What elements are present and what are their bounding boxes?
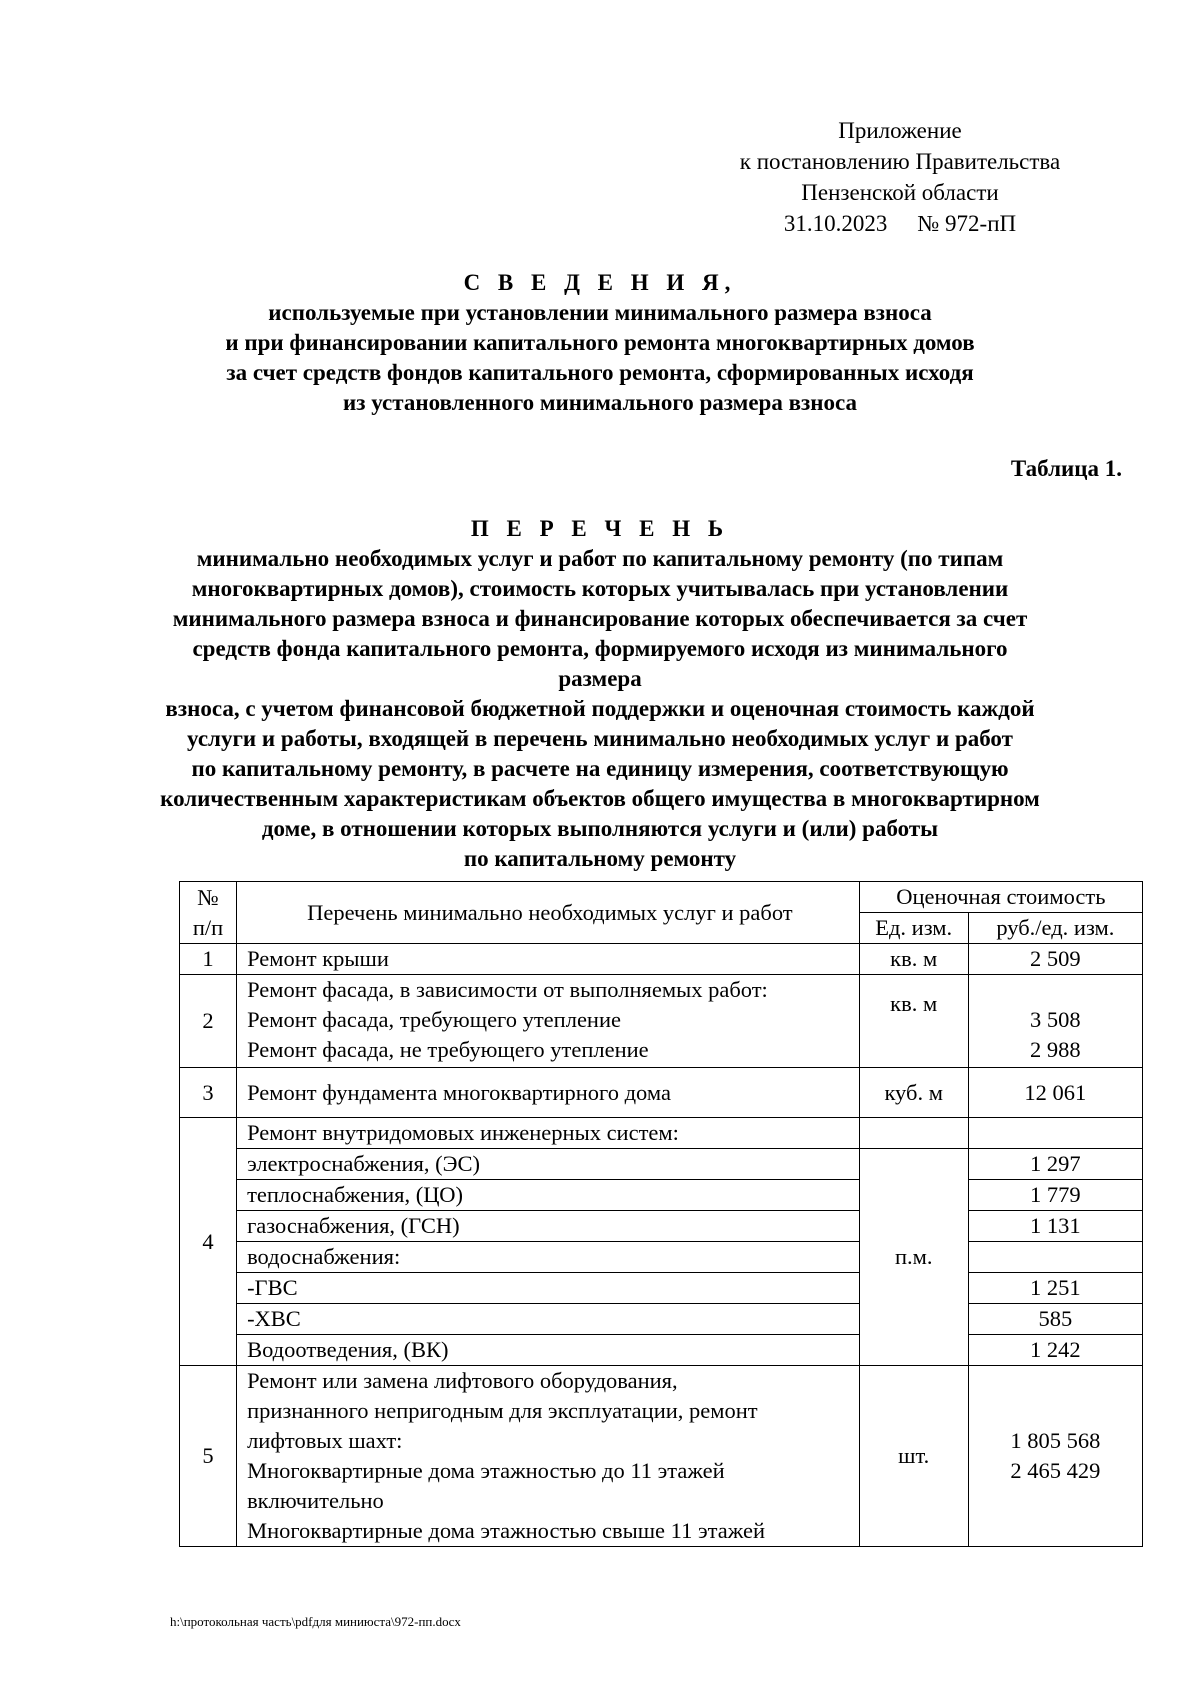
row4-work-title: Ремонт внутридомовых инженерных систем: — [237, 1118, 860, 1149]
row5-work — [237, 1366, 860, 1547]
row4-num: 4 — [180, 1118, 237, 1366]
table-row — [180, 1304, 1143, 1335]
row5-num: 5 — [180, 1366, 237, 1547]
row5-work-line: признанного непригодным для эксплуатации, ремонт — [247, 1398, 758, 1423]
perechen-line: по капитальному ремонту, в расчете на единицу измерения, соответствующую — [191, 756, 1009, 781]
row4-unit: п.м. — [859, 1149, 968, 1366]
row3-cost: 12 061 — [968, 1068, 1142, 1118]
appendix-line-2: к постановлению Правительства — [739, 149, 1061, 174]
table-row — [180, 1242, 1143, 1273]
row2-unit — [859, 975, 968, 1068]
perechen-line: многоквартирных домов), стоимость которых учитывалась при установлении — [191, 576, 1009, 601]
row5-work-line: Многоквартирные дома этажностью свыше 11 этажей — [247, 1518, 765, 1543]
perechen-line: взноса, с учетом финансовой бюджетной поддержки и оценочная стоимость каждой — [165, 696, 1035, 721]
header-num: № п/п — [180, 882, 237, 944]
row4-item-cost — [968, 1242, 1142, 1273]
row3-num: 3 — [180, 1068, 237, 1118]
row4-item-work: -ХВС — [237, 1304, 860, 1335]
perechen-line: минимального размера взноса и финансирование которых обеспечивается за счет — [172, 606, 1028, 631]
title-line-3: за счет средств фондов капитального ремонта, сформированных исходя — [226, 360, 974, 385]
row2-work-a: Ремонт фасада, требующего утепление — [247, 1007, 621, 1032]
table-label: Таблица 1. — [1010, 456, 1122, 481]
row3-work: Ремонт фундамента многоквартирного дома — [237, 1068, 860, 1118]
row2-work-b: Ремонт фасада, не требующего утепление — [247, 1037, 649, 1062]
row4-item-work: газоснабжения, (ГСН) — [237, 1211, 860, 1242]
row5-work-line: лифтовых шахт: — [247, 1428, 403, 1453]
header-cost: руб./ед. изм. — [968, 913, 1142, 944]
table-row — [180, 1118, 1143, 1149]
row4-item-cost: 1 242 — [968, 1335, 1142, 1366]
row4-item-cost: 1 251 — [968, 1273, 1142, 1304]
perechen-line: доме, в отношении которых выполняются услуги и (или) работы — [261, 816, 939, 841]
row5-work-line: Многоквартирные дома этажностью до 11 этажей — [247, 1458, 725, 1483]
table-row — [180, 1149, 1143, 1180]
perechen-heading: П Е Р Е Ч Е Н Ь — [470, 516, 730, 541]
header-work: Перечень минимально необходимых услуг и работ — [237, 882, 860, 944]
header-unit: Ед. изм. — [859, 913, 968, 944]
row5-work-line: включительно — [247, 1488, 384, 1513]
header-estimated-cost: Оценочная стоимость — [859, 882, 1142, 913]
footer-file-path: h:\протокольная часть\pdfдля миниюста\972-пп.docx — [170, 1614, 461, 1629]
row4-item-cost: 585 — [968, 1304, 1142, 1335]
appendix-date-line — [700, 208, 1100, 239]
title-line-1: используемые при установлении минимального размера взноса — [268, 300, 932, 325]
table-header-row — [180, 882, 1143, 913]
appendix-line-3: Пензенской области — [801, 180, 999, 205]
title-line-2: и при финансировании капитального ремонта многоквартирных домов — [225, 330, 975, 355]
perechen-line: минимально необходимых услуг и работ по капитальному ремонту (по типам — [196, 546, 1004, 571]
row2-num: 2 — [180, 975, 237, 1068]
row5-unit: шт. — [859, 1366, 968, 1547]
row2-cost — [968, 975, 1142, 1068]
row4-unit-empty — [859, 1118, 968, 1149]
row1-num: 1 — [180, 944, 237, 975]
row2-work-title: Ремонт фасада, в зависимости от выполняемых работ: — [247, 977, 768, 1002]
table-row — [180, 944, 1143, 975]
row2-cost-a: 3 508 — [1030, 1007, 1081, 1032]
row3-unit: куб. м — [859, 1068, 968, 1118]
row4-item-work: -ГВС — [237, 1273, 860, 1304]
appendix-line-1: Приложение — [838, 118, 962, 143]
table-row — [180, 1180, 1143, 1211]
row5-cost — [968, 1366, 1142, 1547]
row4-item-cost: 1 297 — [968, 1149, 1142, 1180]
row4-item-work: Водоотведения, (ВК) — [237, 1335, 860, 1366]
row4-item-work: водоснабжения: — [237, 1242, 860, 1273]
row1-work: Ремонт крыши — [237, 944, 860, 975]
appendix-date: 31.10.2023 — [783, 211, 888, 236]
row4-item-cost: 1 131 — [968, 1211, 1142, 1242]
appendix-block — [700, 115, 1100, 239]
row2-work — [237, 975, 860, 1068]
perechen-block — [150, 514, 1050, 874]
row2-cost-b: 2 988 — [1030, 1037, 1081, 1062]
row5-work-line: Ремонт или замена лифтового оборудования, — [247, 1368, 678, 1393]
perechen-line: средств фонда капитального ремонта, формируемого исходя из минимального размера — [192, 636, 1008, 691]
title-heading: С В Е Д Е Н И Я, — [463, 270, 737, 295]
row2-unit-text: кв. м — [890, 991, 938, 1016]
appendix-number: № 972-пП — [917, 211, 1017, 236]
row4-item-cost: 1 779 — [968, 1180, 1142, 1211]
table-row — [180, 1366, 1143, 1547]
table-row — [180, 1068, 1143, 1118]
table-row — [180, 1211, 1143, 1242]
row4-item-work: электроснабжения, (ЭС) — [237, 1149, 860, 1180]
table-row — [180, 975, 1143, 1068]
perechen-line: услуги и работы, входящей в перечень минимально необходимых услуг и работ — [187, 726, 1013, 751]
document-title — [150, 268, 1050, 418]
row5-cost-a: 1 805 568 — [1010, 1428, 1101, 1453]
table-row — [180, 1335, 1143, 1366]
table-row — [180, 1273, 1143, 1304]
perechen-line: по капитальному ремонту — [463, 846, 737, 871]
title-line-4: из установленного минимального размера взноса — [343, 390, 857, 415]
row1-unit: кв. м — [859, 944, 968, 975]
cost-table — [179, 881, 1143, 1547]
row4-item-work: теплоснабжения, (ЦО) — [237, 1180, 860, 1211]
row4-cost-empty — [968, 1118, 1142, 1149]
perechen-line: количественным характеристикам объектов общего имущества в многоквартирном — [160, 786, 1040, 811]
row1-cost: 2 509 — [968, 944, 1142, 975]
row5-cost-b: 2 465 429 — [1010, 1458, 1101, 1483]
